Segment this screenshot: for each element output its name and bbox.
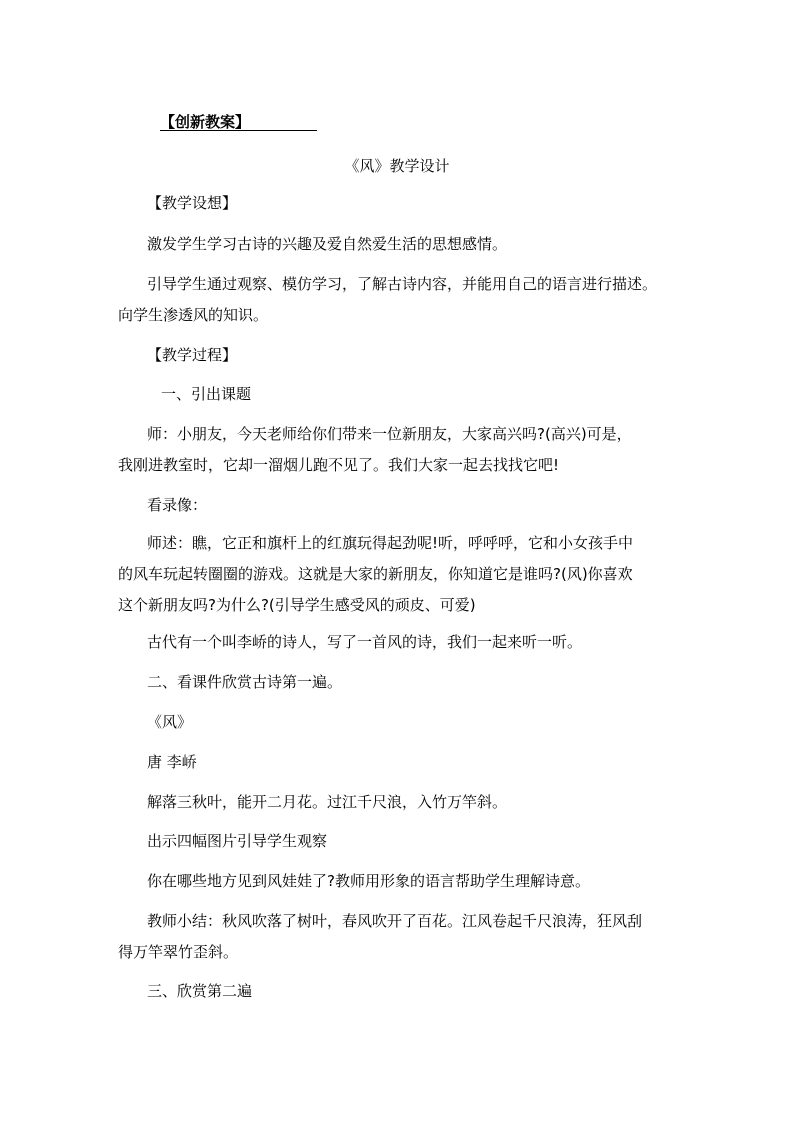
step-one-heading: 一、引出课题 — [161, 385, 252, 403]
poet-intro-text: 古代有一个叫李峤的诗人，写了一首风的诗，我们一起来听一听。 — [147, 633, 583, 651]
teacher-paragraph-1-line-1: 师：小朋友，今天老师给你们带来一位新朋友，大家高兴吗?(高兴)可是， — [147, 425, 632, 443]
poem-author: 唐 李峤 — [147, 753, 197, 771]
step-two-heading: 二、看课件欣赏古诗第一遍。 — [147, 673, 343, 691]
paragraph-idea-2-line-1: 引导学生通过观察、模仿学习，了解古诗内容，并能用自己的语言进行描述。 — [147, 275, 658, 293]
poem-title: 《风》 — [147, 713, 193, 731]
section-heading-idea: 【教学设想】 — [147, 194, 238, 212]
step-three-heading: 三、欣赏第二遍 — [147, 982, 253, 1000]
teacher-paragraph-2-line-3: 这个新朋友吗?为什么?(引导学生感受风的顽皮、可爱) — [118, 596, 476, 614]
question-text: 你在哪些地方见到风娃娃了?教师用形象的语言帮助学生理解诗意。 — [147, 872, 590, 890]
teacher-paragraph-2-line-2: 的风车玩起转圈圈的游戏。这就是大家的新朋友，你知道它是谁吗?(风)你喜欢 — [118, 565, 633, 583]
header-underline — [160, 130, 317, 131]
teacher-paragraph-2-line-1: 师述：瞧，它正和旗杆上的红旗玩得起劲呢!听，呼呼呼，它和小女孩手中 — [147, 534, 634, 552]
section-heading-process: 【教学过程】 — [147, 346, 238, 364]
poem-text: 解落三秋叶，能开二月花。过江千尺浪，入竹万竿斜。 — [147, 793, 508, 811]
show-pictures-text: 出示四幅图片引导学生观察 — [147, 832, 328, 850]
teacher-summary-line-2: 得万竿翠竹歪斜。 — [118, 943, 239, 961]
teacher-summary-line-1: 教师小结：秋风吹落了树叶，春风吹开了百花。江风卷起千尺浪涛，狂风刮 — [147, 912, 643, 930]
header-label: 【创新教案】 — [160, 113, 251, 131]
paragraph-idea-2-line-2: 向学生渗透风的知识。 — [118, 306, 269, 324]
teacher-paragraph-1-line-2: 我刚进教室时，它却一溜烟儿跑不见了。我们大家一起去找找它吧! — [118, 456, 560, 474]
paragraph-idea-1: 激发学生学习古诗的兴趣及爱自然爱生活的思想感情。 — [147, 235, 508, 253]
watch-video-text: 看录像： — [147, 496, 208, 514]
document-title: 《风》教学设计 — [344, 157, 450, 175]
